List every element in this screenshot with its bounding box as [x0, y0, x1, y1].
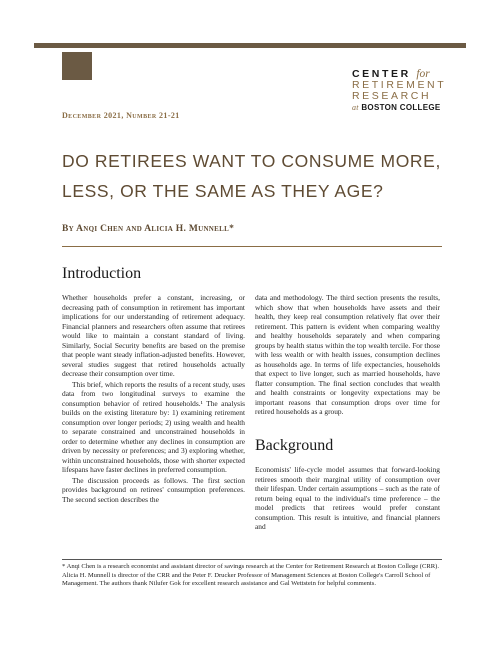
background-column: [255, 465, 440, 532]
title-line-2: LESS, OR THE SAME AS THEY AGE?: [62, 181, 384, 201]
logo-line-2: RETIREMENT: [352, 79, 447, 91]
page-title: [62, 146, 482, 206]
intro-paragraph-2: This brief, which reports the results of a recent study, uses data from two longitudinal surveys to examine the consumption behavior of retired households.¹ The analysis builds on the existing literature by: 1) examining retirement consumption over longer periods; 2) using wealth and health to separate constrained and unconstrained households in order to determine whether any declines in consumption are driven by necessity or preferences; and 3) exploring whether, within unconstrained households, those with shorter expected lifespans have faster declines in preferred consumption.: [62, 379, 245, 474]
intro-paragraph-1: Whether households prefer a constant, increasing, or decreasing path of consumption in retirement has important implications for our understanding of retirement adequacy. Financial planners and researchers often assume that retirees would like to maintain a constant standard of living. Similarly, Social Security benefits are based on the premise that people want steady inflation-adjusted benefits. However, several studies suggest that retired households actually decrease their consumption over time.: [62, 293, 245, 378]
background-paragraph-1: Economists' life-cycle model assumes that forward-looking retirees smooth their marginal utility of consumption over their lifespan. Under certain assumptions – such as the rate of return being equal to the individual's time preference – the model predicts that retirees would prefer constant consumption. This result is intuitive, and financial planners and: [255, 465, 440, 531]
title-line-1: DO RETIREES WANT TO CONSUME MORE,: [62, 151, 441, 171]
issue-date: December 2021, Number 21-21: [62, 111, 180, 120]
authors-line: By Anqi Chen and Alicia H. Munnell*: [62, 224, 235, 234]
footnote-divider: [62, 559, 442, 560]
header-bar: [34, 43, 466, 48]
authors-divider: [62, 246, 442, 247]
left-column: [62, 293, 245, 504]
intro-paragraph-3: The discussion proceeds as follows. The first section provides background on retirees' consumption preferences. The second section describes the: [62, 475, 245, 504]
intro-heading: Introduction: [62, 265, 142, 282]
footnote: * Anqi Chen is a research economist and assistant director of savings research at the Center for Retirement Research at Boston College (CRR). Alicia H. Munnell is director of the CRR and the Peter F. Drucker Professor of Management Sciences at Boston College's Carroll School of Management. The authors thank Nilufer Gok for excellent research assistance and Gal Wettstein for helpful comments.: [62, 563, 440, 588]
right-column: [255, 293, 440, 417]
right-paragraph-1: data and methodology. The third section presents the results, which show that when households have assets and their health, they keep real consumption relatively flat over their retirement. This pattern is evident when comparing wealthy and healthy households separately and when comparing groups by health status within the top wealth tercile. For those with less wealth or with health issues, consumption declines as households age. In terms of life expectancies, households that expect to live longer, such as married households, have flatter consumption. The final section concludes that wealth and health constraints or longevity expectations may be important reasons that consumption drops over time for retired households as a group.: [255, 293, 440, 416]
logo-line-3: RESEARCH: [352, 90, 432, 102]
background-heading: Background: [255, 437, 334, 454]
crr-logo: [352, 68, 472, 112]
header-square: [62, 52, 92, 80]
logo-line-1: CENTER for: [352, 68, 430, 80]
logo-line-4: at BOSTON COLLEGE: [352, 103, 441, 112]
